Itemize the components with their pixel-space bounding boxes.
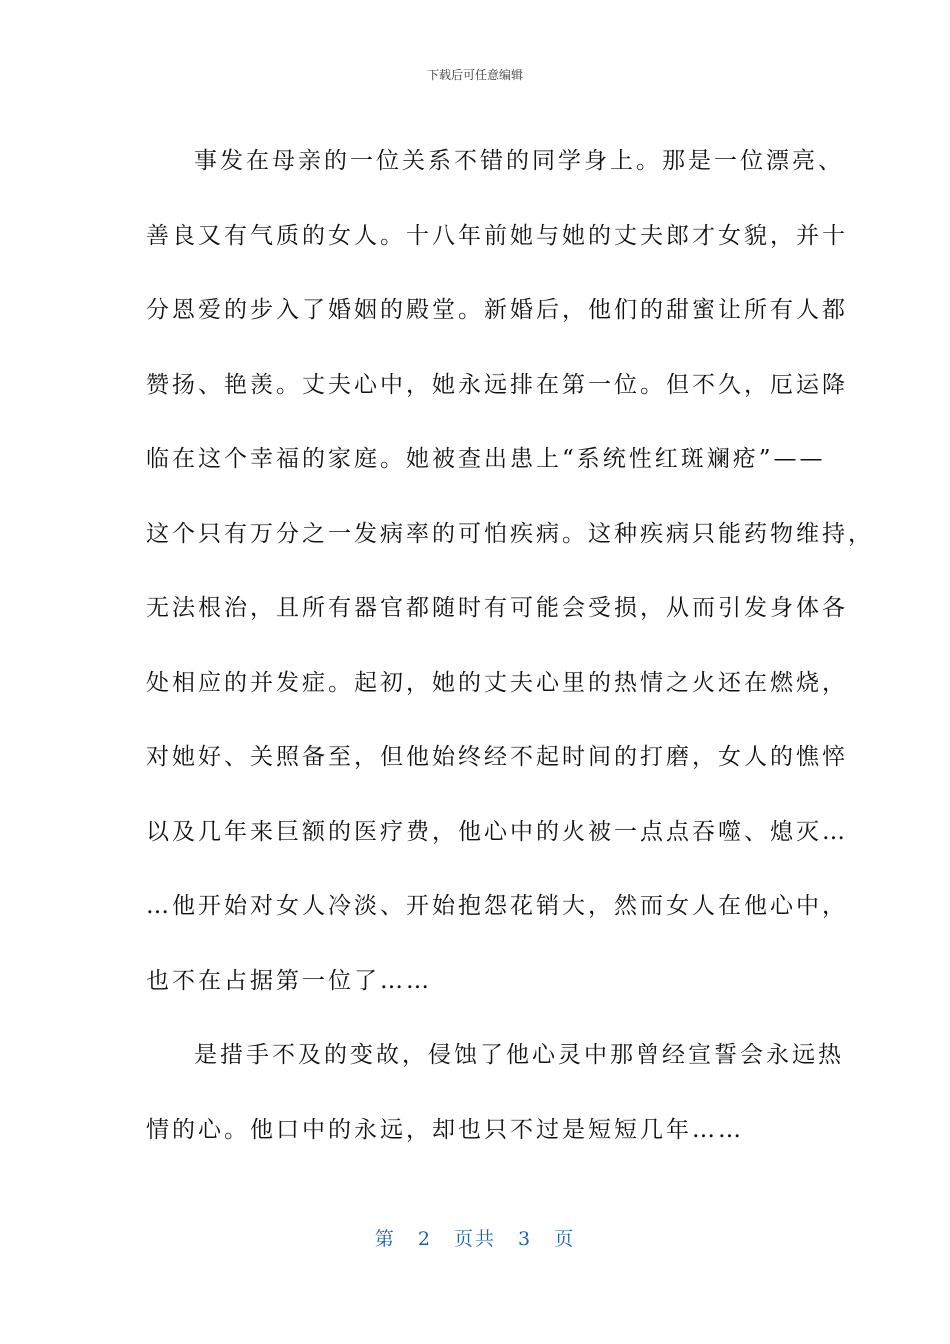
text-line: 临在这个幸福的家庭。她被查出患上“系统性红斑斓疮”—— [146, 446, 826, 472]
text-line: 也不在占据第一位了…… [146, 967, 432, 994]
text-line: 赞扬、艳羡。丈夫心中，她永远排在第一位。但不久，厄运降 [146, 371, 848, 398]
footer-total-pages: 3 [518, 1228, 533, 1250]
paragraph-1 [146, 124, 874, 1018]
footer-page-number: 2 [417, 1228, 432, 1250]
text-line: 无法根治，且所有器官都随时有可能会受损，从而引发身体各 [146, 595, 848, 621]
text-line: 情的心。他口中的永远，却也只不过是短短几年…… [146, 1116, 744, 1143]
text-line: 处相应的并发症。起初，她的丈夫心里的热情之火还在燃烧， [146, 669, 848, 696]
body-text [146, 124, 874, 1167]
text-line: 善良又有气质的女人。十八年前她与她的丈夫郎才女貌，并十 [146, 222, 848, 249]
text-line: 这个只有万分之一发病率的可怕疾病。这种疾病只能药物维持， [146, 520, 874, 547]
text-line: …他开始对女人冷淡、开始抱怨花销大，然而女人在他心中， [146, 893, 848, 919]
header-note: 下载后可任意编辑 [426, 68, 523, 82]
text-line: 以及几年来巨额的医疗费，他心中的火被一点点吞噬、熄灭… [146, 818, 848, 845]
footer-middle: 页共 [453, 1228, 496, 1250]
text-line: 是措手不及的变故，侵蚀了他心灵中那曾经宣誓会永远热 [194, 1042, 844, 1068]
text-line: 分恩爱的步入了婚姻的殿堂。新婚后，他们的甜蜜让所有人都 [146, 297, 848, 323]
footer-prefix: 第 [374, 1228, 396, 1250]
page-footer [0, 1224, 950, 1251]
text-line: 事发在母亲的一位关系不错的同学身上。那是一位漂亮、 [194, 148, 844, 174]
footer-suffix: 页 [554, 1228, 576, 1250]
paragraph-2 [146, 1018, 844, 1167]
text-line: 对她好、关照备至，但他始终经不起时间的打磨，女人的憔悴 [146, 744, 848, 770]
